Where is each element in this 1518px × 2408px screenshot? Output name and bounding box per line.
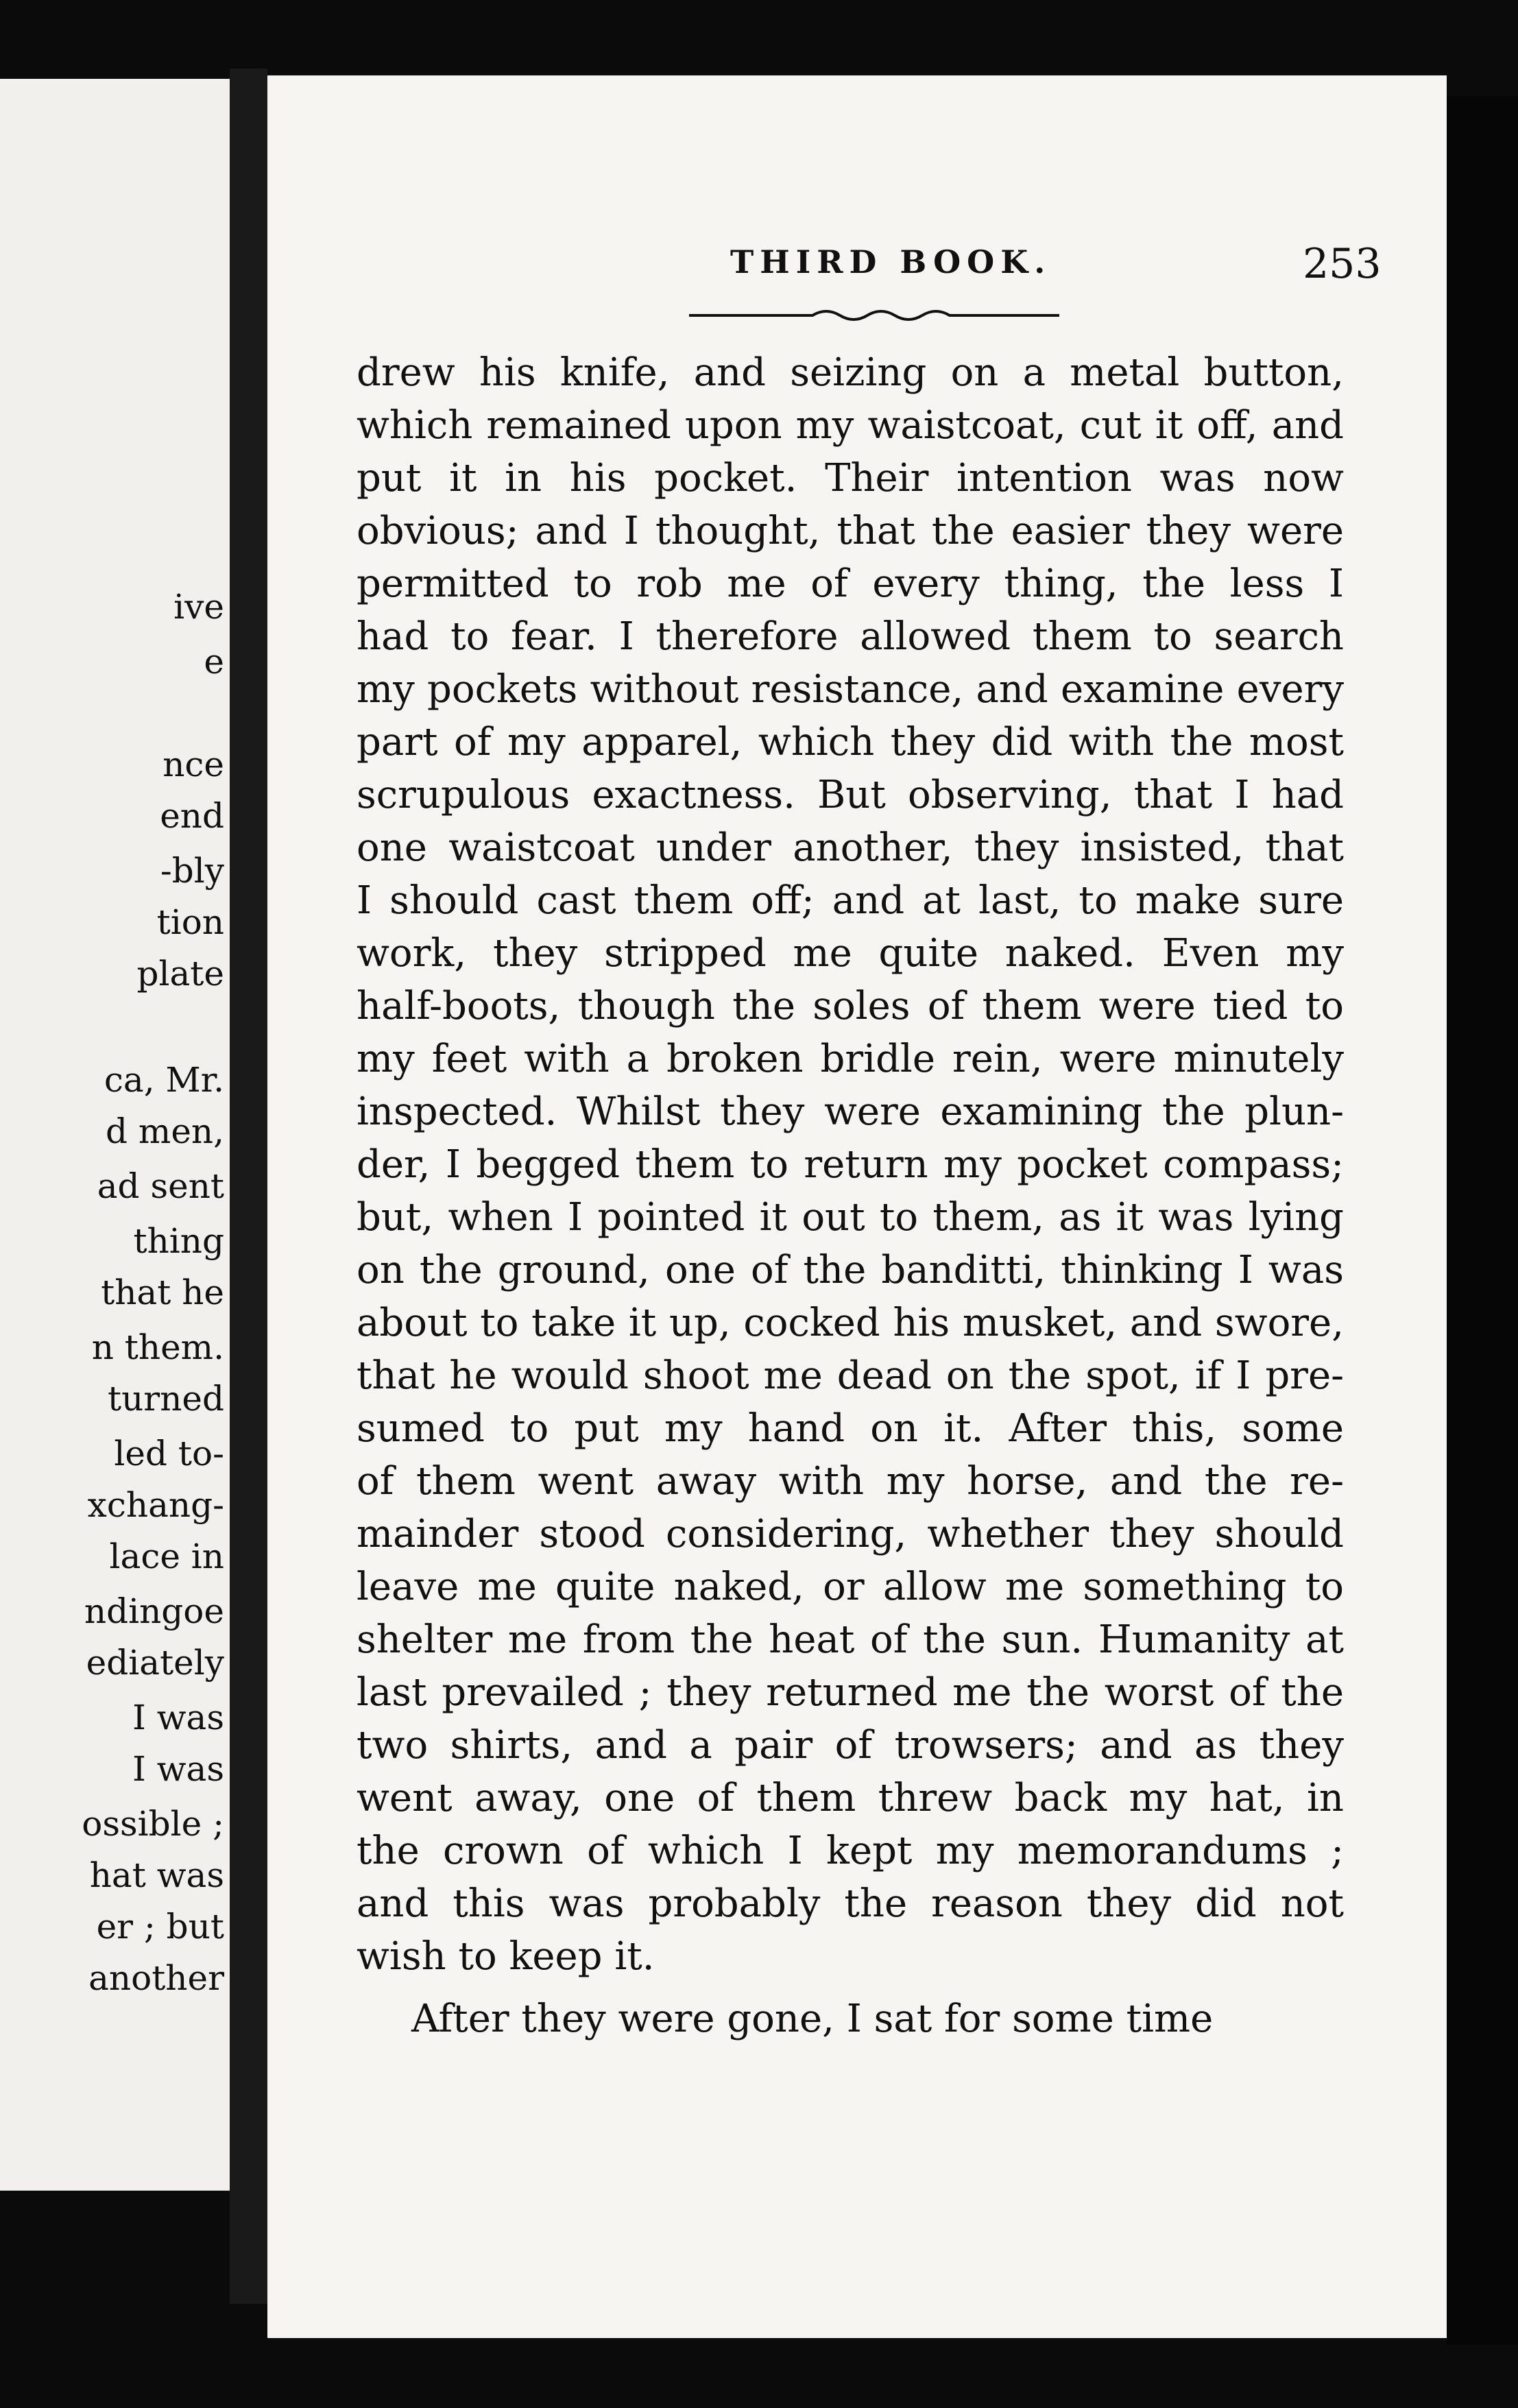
body-line: mainder stood considering, whether they should [357, 1512, 1344, 1556]
left-page-line: thing [133, 1221, 224, 1261]
left-page-line: ca, Mr. [104, 1060, 224, 1100]
left-page-line: hat was [89, 1855, 224, 1895]
left-page-line: d men, [106, 1111, 224, 1151]
body-line: I should cast them off; and at last, to make sure [357, 878, 1344, 923]
body-line: went away, one of them threw back my hat, in [357, 1776, 1344, 1820]
right-page-edge [1447, 96, 1518, 2345]
left-page-line: e [204, 642, 224, 682]
body-line: obvious; and I thought, that the easier they were [357, 509, 1344, 553]
left-page-line: I was [132, 1698, 224, 1737]
body-line: that he would shoot me dead on the spot, if I pre- [357, 1353, 1344, 1398]
left-page-line: plate [136, 954, 224, 994]
body-line: the crown of which I kept my memorandums ; [357, 1829, 1344, 1873]
body-line: wish to keep it. [357, 1934, 655, 1979]
left-page-line: lace in [109, 1537, 224, 1576]
left-page [0, 79, 230, 2191]
left-page-line: end [160, 796, 224, 836]
body-line: scrupulous exactness. But observing, that I had [357, 773, 1344, 817]
body-line: but, when I pointed it out to them, as it was lying [357, 1195, 1344, 1240]
body-line: sumed to put my hand on it. After this, some [357, 1406, 1344, 1451]
left-page-line: ndingoe [84, 1591, 224, 1631]
left-page-line: ediately [86, 1643, 224, 1683]
body-line: permitted to rob me of every thing, the less I [357, 562, 1344, 606]
body-text [357, 346, 1344, 2045]
left-page-line: turned [108, 1379, 224, 1419]
left-page-line: n them. [91, 1327, 224, 1367]
left-page-line: nce [162, 745, 224, 784]
body-line: put it in his pocket. Their intention was now [357, 456, 1344, 501]
body-line: leave me quite naked, or allow me something to [357, 1565, 1344, 1609]
left-page-line: ossible ; [82, 1804, 224, 1844]
body-line: had to fear. I therefore allowed them to search [357, 614, 1344, 659]
body-line: on the ground, one of the banditti, thinking I was [357, 1248, 1344, 1292]
left-page-line: led to- [114, 1434, 224, 1473]
left-page-line: I was [132, 1749, 224, 1789]
body-line: shelter me from the heat of the sun. Humanity at [357, 1617, 1344, 1662]
body-line: and this was probably the reason they did not [357, 1881, 1344, 1926]
body-line: about to take it up, cocked his musket, and swore, [357, 1301, 1344, 1345]
paragraph-start-line: After they were gone, I sat for some time [411, 1997, 1214, 2041]
running-title: THIRD BOOK. [730, 243, 1052, 280]
left-page-line: er ; but [96, 1907, 224, 1947]
page-number: 253 [1303, 240, 1382, 288]
left-page-line: tion [156, 902, 224, 942]
body-line: my feet with a broken bridle rein, were minutely [357, 1037, 1344, 1081]
left-page-line: another [88, 1958, 224, 1998]
body-line: one waistcoat under another, they insisted, that [357, 826, 1344, 870]
body-line: of them went away with my horse, and the re- [357, 1459, 1344, 1504]
body-line: der, I begged them to return my pocket compass; [357, 1142, 1344, 1187]
book-gutter [230, 69, 267, 2304]
body-line: drew his knife, and seizing on a metal button, [357, 350, 1344, 395]
body-line: two shirts, and a pair of trowsers; and as they [357, 1723, 1344, 1768]
body-line: inspected. Whilst they were examining the plun- [357, 1089, 1344, 1134]
body-line: work, they stripped me quite naked. Even my [357, 931, 1344, 976]
left-page-line: -bly [160, 851, 224, 891]
header-ornament-rule [689, 302, 1059, 326]
left-page-line: that he [101, 1273, 224, 1312]
body-line: which remained upon my waistcoat, cut it off, and [357, 403, 1344, 448]
left-page-line: ad sent [97, 1166, 224, 1206]
body-line: my pockets without resistance, and examine every [357, 667, 1344, 712]
body-line: half-boots, though the soles of them were tied to [357, 984, 1344, 1028]
body-line: last prevailed ; they returned me the worst of the [357, 1670, 1344, 1715]
left-page-line: ive [173, 587, 224, 627]
body-line: part of my apparel, which they did with the most [357, 720, 1344, 764]
left-page-line: xchang- [87, 1485, 224, 1525]
